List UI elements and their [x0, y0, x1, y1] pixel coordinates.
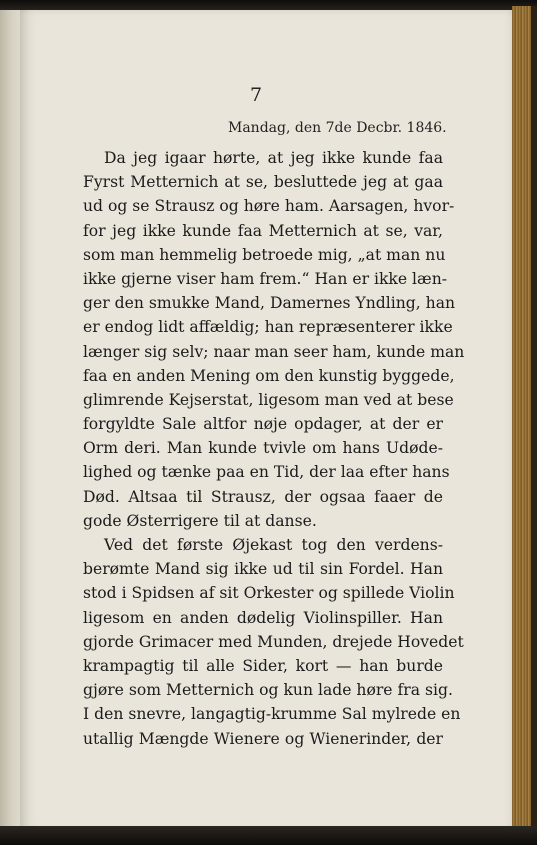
text-line: gjøre som Metternich og kun lade høre fra sig. [83, 681, 453, 700]
text-line: længer sig selv; naar man seer ham, kunde man [83, 342, 465, 361]
text-line: Død. Altsaa til Strausz, der ogsaa faaer de [83, 487, 443, 506]
book-bottom-edge [0, 826, 537, 845]
text-line: Fyrst Metternich at se, besluttede jeg at gaa [83, 173, 443, 192]
text-line: som man hemmelig betroede mig, „at man nu [83, 245, 446, 264]
text-line: ikke gjerne viser ham frem.“ Han er ikke læn- [83, 269, 448, 288]
text-line: lighed og tænke paa en Tid, der laa efter hans [83, 463, 450, 482]
text-line: forgyldte Sale altfor nøje opdager, at der er [83, 415, 443, 434]
text-line: stod i Spidsen af sit Orkester og spillede Violin [83, 584, 455, 603]
page-number: 7 [249, 84, 263, 106]
text-line: I den snevre, langagtig-krumme Sal mylrede en [83, 705, 461, 724]
text-line: for jeg ikke kunde faa Metternich at se, var, [83, 221, 443, 240]
text-line: glimrende Kejserstat, ligesom man ved at bese [83, 390, 454, 409]
text-line: berømte Mand sig ikke ud til sin Fordel. Han [83, 560, 443, 579]
text-line: faa en anden Mening om den kunstig byggede, [83, 366, 455, 385]
book-fore-edge [512, 6, 537, 832]
text-line: gode Østerrigere til at danse. [83, 511, 317, 530]
text-line: Ved det første Øjekast tog den verdens- [104, 536, 443, 554]
text-line: krampagtig til alle Sider, kort — han burde [83, 656, 443, 675]
dateline: Mandag, den 7de Decbr. 1846. [228, 120, 447, 136]
text-line: er endog lidt affældig; han repræsenterer ikke [83, 318, 453, 337]
text-line: Da jeg igaar hørte, at jeg ikke kunde faa [104, 149, 443, 167]
text-line: utallig Mængde Wienere og Wienerinder, der [83, 729, 443, 748]
text-line: gjorde Grimacer med Munden, drejede Hovedet [83, 632, 464, 651]
text-line: ligesom en anden dødelig Violinspiller. Han [83, 608, 443, 627]
text-line: Orm deri. Man kunde tvivle om hans Udøde- [83, 439, 443, 458]
text-line: ud og se Strausz og høre ham. Aarsagen, hvor- [83, 197, 455, 216]
text-line: ger den smukke Mand, Damernes Yndling, han [83, 294, 456, 313]
body-text [83, 146, 465, 751]
